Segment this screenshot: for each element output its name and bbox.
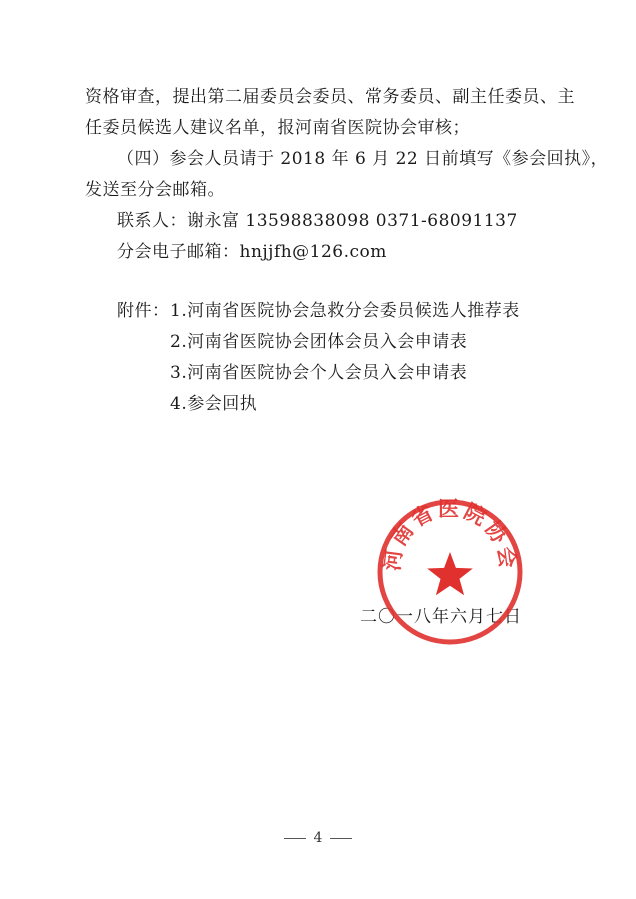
body-line-1: 资格审查，提出第二届委员会委员、常务委员、副主任委员、主: [85, 87, 575, 107]
official-seal: [375, 497, 525, 647]
contact-line: 联系人：谢永富 13598838098 0371-68091137: [117, 211, 518, 231]
body-line-2: 任委员候选人建议名单，报河南省医院协会审核；: [85, 118, 470, 138]
seal-text: 河南省医院协会: [380, 497, 520, 573]
attachments-label: 附件：: [117, 301, 170, 321]
email-line: 分会电子邮箱：hnjjfh@126.com: [117, 242, 387, 262]
body-line-3: （四）参会人员请于 2018 年 6 月 22 日前填写《参会回执》，: [117, 149, 609, 169]
issue-date: 二〇一八年六月七日: [360, 607, 522, 627]
attachment-item-1: 1.河南省医院协会急救分会委员候选人推荐表: [170, 301, 520, 321]
page-number: 4: [313, 830, 323, 846]
attachment-item-4: 4.参会回执: [170, 394, 258, 414]
body-line-4: 发送至分会邮箱。: [85, 180, 225, 200]
attachment-item-3: 3.河南省医院协会个人会员入会申请表: [170, 363, 468, 383]
footer-dash-left: [284, 838, 306, 839]
attachment-item-2: 2.河南省医院协会团体会员入会申请表: [170, 332, 468, 352]
page-footer: [0, 830, 636, 846]
star-icon: [427, 552, 473, 595]
footer-dash-right: [330, 838, 352, 839]
